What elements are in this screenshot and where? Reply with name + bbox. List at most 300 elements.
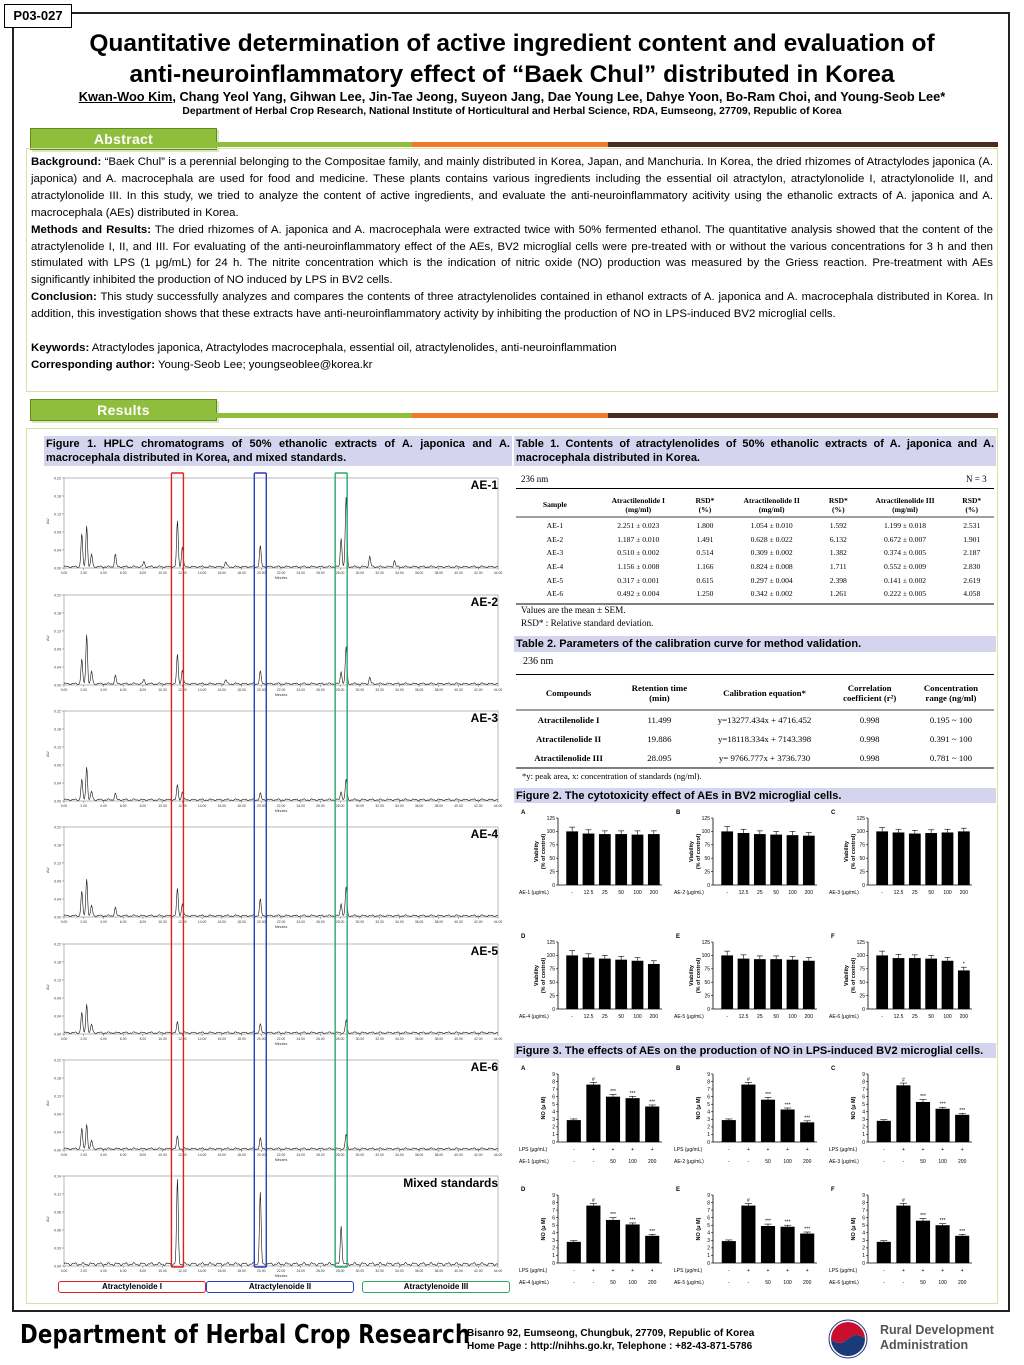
bar	[893, 832, 905, 885]
significance-mark: #	[902, 1077, 905, 1084]
panel-letter: F	[831, 934, 835, 940]
x-tick-label: 32.00	[375, 804, 384, 808]
lps-tick-label: +	[766, 1147, 770, 1153]
x-tick-label: 38.00	[434, 1153, 444, 1157]
table1	[516, 490, 994, 601]
methods-text: The dried rhizomes of A. japonica and A. macrocephala were extracted twice with 50% fermented ethanol. The quantitative analysis showed that the content of the atractylenolide I, II, and III. For evaluating of the anti-neuroinflammatory effect of the AEs, BV2 microglial cells were pre-treated with or without the various concentrations for 3 h and then stimulated with LPS (1 μg/mL) for 24 h. The nitrite concentration which is the indication of nitric oxide (NO) production was measured by the Griess reaction. Pre-treatment with AEs significantly inhibited the production of NO induced by LPS in BV2 cells.	[31, 223, 993, 287]
significance-mark: ***	[629, 1217, 636, 1224]
x-tick-label: -	[882, 1159, 885, 1165]
header-line: (%)	[698, 504, 712, 514]
x-tick-label: 6.00	[119, 1269, 127, 1273]
bar	[803, 836, 815, 885]
y-tick-label: 100	[701, 953, 710, 960]
chromatogram-4	[44, 938, 512, 1054]
y-axis-label: Viability	[689, 965, 695, 986]
x-tick-label: 44.00	[493, 1269, 503, 1273]
org-line-2: Administration	[880, 1338, 969, 1352]
y-tick-label: 0.00	[54, 1264, 61, 1269]
bar-panel-E	[673, 930, 823, 1042]
bar	[761, 1226, 775, 1263]
x-tick-label: -	[902, 1159, 905, 1165]
y-tick-label: 0.22	[54, 1058, 61, 1063]
figure2-caption: Figure 2. The cytotoxicity effect of AEs in BV2 microglial cells.	[514, 788, 996, 803]
x-axis-label: AE-3 (μg/mL)	[829, 1159, 859, 1165]
header-line: (mg/ml)	[625, 504, 652, 514]
x-axis-label: Minutes	[274, 1158, 288, 1162]
bar	[738, 959, 750, 1009]
table-cell: AE-4	[546, 562, 564, 572]
table-row	[516, 533, 994, 547]
y-tick-label: 25	[549, 993, 555, 1000]
x-tick-label: 4.00	[100, 1037, 107, 1041]
x-tick-label: 200	[648, 1280, 657, 1286]
lps-row-label: LPS (μg/mL)	[674, 1268, 703, 1274]
header-cell	[831, 676, 907, 710]
x-tick-label: 10.00	[158, 804, 167, 808]
x-tick-label: 50	[928, 1014, 934, 1020]
x-tick-label: 28.00	[335, 1153, 345, 1157]
poster-id: P03-027	[4, 4, 72, 28]
y-tick-label: 125	[856, 939, 865, 946]
x-tick-label: 40.00	[454, 1153, 463, 1157]
footer-organization	[880, 1323, 994, 1353]
x-tick-label: 10.00	[158, 1037, 167, 1041]
significance-mark: ***	[784, 1219, 791, 1226]
x-tick-label: 38.00	[434, 1269, 444, 1273]
x-tick-label: 28.00	[335, 804, 345, 808]
significance-mark: ***	[610, 1212, 616, 1219]
x-tick-label: 14.00	[197, 571, 207, 575]
x-tick-label: 2.00	[80, 804, 88, 808]
bar	[615, 834, 627, 885]
header-cell	[698, 676, 832, 710]
y-tick-label: 9	[707, 1071, 710, 1078]
y-axis-label: NO (μ M)	[696, 1217, 702, 1241]
plot-area	[64, 711, 498, 801]
x-tick-label: 30.00	[355, 688, 365, 692]
y-tick-label: 25	[859, 993, 865, 1000]
header-cell	[516, 490, 594, 519]
table-cell: 1.592	[829, 521, 847, 531]
panel-letter: E	[676, 1187, 681, 1193]
y-tick-label: 0.09	[54, 763, 61, 768]
x-tick-label: 38.00	[434, 571, 444, 575]
y-axis-label: NO (μ M)	[851, 1217, 857, 1241]
x-tick-label: 100	[788, 890, 797, 896]
legend-item-atractylenolide-3: Atractylenoide III	[362, 1281, 510, 1293]
table-cell: 2.398	[829, 575, 847, 585]
table-cell: 0.317 ± 0.001	[617, 575, 660, 585]
x-tick-label: 26.00	[316, 804, 325, 808]
x-tick-label: 38.00	[434, 920, 444, 924]
y-tick-label: 4	[552, 1109, 555, 1116]
x-tick-label: 20.00	[257, 920, 266, 924]
title-line-2: anti-neuroinflammatory effect of “Baek Chul” distributed in Korea	[129, 61, 895, 88]
y-tick-label: 0.09	[54, 530, 61, 535]
table-cell: 1.250	[696, 589, 714, 599]
y-tick-label: 25	[549, 869, 555, 876]
y-axis-label: Viability	[844, 841, 850, 862]
y-tick-label: 0	[552, 1006, 555, 1013]
x-tick-label: 200	[804, 890, 814, 896]
y-tick-label: 125	[546, 815, 555, 822]
bar	[741, 1085, 755, 1142]
x-tick-label: -	[726, 1014, 729, 1020]
stripe-green	[216, 142, 412, 147]
y-tick-label: 0	[707, 1260, 710, 1267]
y-tick-label: 75	[549, 966, 555, 973]
y-tick-label: 2	[552, 1124, 555, 1131]
table-cell: 1.491	[696, 534, 714, 544]
y-tick-label: 8	[862, 1200, 865, 1207]
table-cell: 0.672 ± 0.007	[883, 534, 927, 544]
y-tick-label: 0	[552, 1260, 555, 1267]
table-cell: 1.166	[696, 562, 714, 572]
y-tick-label: 2	[862, 1245, 865, 1252]
x-tick-label: 2.00	[80, 1037, 88, 1041]
x-tick-label: 16.00	[217, 1269, 227, 1273]
y-axis-label: AU	[45, 751, 50, 757]
x-tick-label: 200	[958, 1159, 967, 1165]
bar	[893, 958, 905, 1009]
x-tick-label: 100	[633, 890, 642, 896]
x-tick-label: 32.00	[375, 1037, 384, 1041]
y-tick-label: 3	[707, 1238, 710, 1245]
x-tick-label: 18.00	[237, 1269, 246, 1273]
table-cell: y=13277.434x + 4716.452	[717, 714, 812, 725]
bar	[925, 959, 937, 1009]
y-tick-label: 0.00	[54, 566, 61, 571]
bar	[632, 961, 644, 1009]
x-tick-label: 100	[633, 1014, 642, 1020]
x-axis-label: AE-1 (μg/mL)	[519, 1159, 549, 1165]
y-tick-label: 8	[552, 1200, 555, 1207]
bar	[632, 835, 644, 885]
lps-tick-label: +	[901, 1147, 905, 1153]
y-tick-label: 0.18	[54, 494, 61, 499]
x-tick-label: 8.00	[139, 1153, 147, 1157]
y-axis-label-unit: (% of control)	[851, 957, 857, 994]
header-cell	[949, 490, 994, 519]
x-tick-label: 14.00	[197, 804, 207, 808]
y-tick-label: 0	[862, 1006, 865, 1013]
lps-row-label: LPS (μg/mL)	[519, 1268, 548, 1274]
chromatogram-3	[44, 821, 512, 937]
y-tick-label: 25	[704, 869, 710, 876]
panel-letter: C	[831, 1066, 836, 1072]
header-line: Calibration equation*	[723, 688, 806, 698]
corresponding-text: Young-Seob Lee; youngseoblee@korea.kr	[155, 358, 373, 371]
lps-tick-label: +	[805, 1147, 809, 1153]
lps-tick-label: -	[882, 1147, 885, 1153]
significance-mark: ***	[629, 1090, 636, 1097]
table-cell: 0.342 ± 0.002	[750, 589, 793, 599]
x-tick-label: 10.00	[158, 1153, 167, 1157]
table1-note-1: Values are the mean ± SEM.	[521, 605, 626, 615]
y-tick-label: 7	[707, 1207, 710, 1214]
lps-tick-label: -	[882, 1268, 885, 1274]
table-cell: 19.886	[647, 733, 672, 744]
lps-tick-label: +	[960, 1268, 964, 1274]
footer-address: Bisanro 92, Eumseong, Chungbuk, 27709, Republic of Korea	[467, 1328, 755, 1339]
header-line: RSD*	[962, 495, 982, 505]
x-tick-label: 24.00	[296, 1037, 305, 1041]
first-author: Kwan-Woo Kim	[78, 89, 173, 104]
x-tick-label: -	[571, 890, 574, 896]
header-cell	[861, 490, 950, 519]
y-tick-label: 9	[862, 1071, 865, 1078]
x-tick-label: 4.00	[100, 571, 107, 575]
table-cell: AE-3	[546, 548, 564, 558]
x-tick-label: -	[881, 1014, 884, 1020]
significance-mark: #	[592, 1197, 595, 1204]
x-tick-label: 34.00	[395, 571, 404, 575]
x-tick-label: 100	[783, 1280, 792, 1286]
x-tick-label: 6.00	[119, 688, 127, 692]
table-cell: Atractilenolide I	[537, 714, 600, 725]
x-tick-label: 200	[959, 1014, 969, 1020]
lps-tick-label: +	[960, 1147, 964, 1153]
x-tick-label: 25	[602, 890, 608, 896]
x-tick-label: 10.00	[158, 688, 167, 692]
table-cell: AE-2	[546, 534, 564, 544]
table-cell: 0.552 ± 0.009	[883, 562, 927, 572]
x-tick-label: 34.00	[395, 1153, 404, 1157]
bar	[721, 831, 733, 885]
x-tick-label: 22.00	[276, 804, 286, 808]
x-tick-label: 16.00	[217, 688, 227, 692]
x-tick-label: 20.00	[257, 1153, 266, 1157]
header-line: Retention time	[631, 683, 688, 693]
header-line: Atractilenolide III	[875, 495, 935, 505]
lps-tick-label: -	[572, 1147, 575, 1153]
x-tick-label: 12.00	[178, 1037, 187, 1041]
y-tick-label: 5	[552, 1223, 555, 1230]
y-tick-label: 7	[707, 1086, 710, 1093]
x-axis-label: Minutes	[274, 809, 288, 813]
plot-area	[64, 827, 498, 917]
y-tick-label: 50	[859, 856, 865, 862]
x-axis-label: AE-6 (μg/mL)	[829, 1014, 859, 1020]
table-row	[516, 587, 994, 601]
x-tick-label: 200	[803, 1159, 812, 1165]
footer-contact: Home Page : http://nihhs.go.kr, Telephone : +82-43-871-5786	[467, 1341, 753, 1352]
y-axis-label-unit: (% of control)	[541, 833, 547, 870]
x-tick-label: 44.00	[493, 1037, 503, 1041]
x-tick-label: 12.00	[178, 1153, 187, 1157]
x-tick-label: 14.00	[197, 1037, 207, 1041]
y-tick-label: 125	[856, 815, 865, 822]
y-tick-label: 100	[546, 953, 555, 960]
x-tick-label: 10.00	[158, 920, 167, 924]
x-tick-label: 0.00	[60, 920, 68, 924]
keywords-text: Atractylodes japonica, Atractylodes macrocephala, essential oil, atractylenolides, anti-neuroinflammation	[89, 342, 617, 355]
x-tick-label: 44.00	[493, 804, 503, 808]
y-tick-label: 3	[707, 1117, 710, 1124]
y-tick-label: 75	[549, 842, 555, 849]
y-tick-label: 25	[704, 993, 710, 1000]
x-tick-label: -	[747, 1159, 750, 1165]
x-tick-label: 22.00	[276, 1037, 286, 1041]
x-tick-label: 18.00	[237, 804, 246, 808]
x-tick-label: 16.00	[217, 1037, 227, 1041]
y-tick-label: 1	[552, 1253, 555, 1260]
x-axis-label: Minutes	[274, 1274, 288, 1278]
lps-tick-label: +	[766, 1268, 770, 1274]
bar	[567, 1242, 581, 1263]
x-tick-label: 44.00	[493, 1153, 503, 1157]
table-cell: 0.195 ~ 100	[929, 714, 973, 725]
y-tick-label: 0.13	[54, 978, 61, 983]
bar	[936, 1225, 950, 1263]
bar	[800, 1122, 814, 1142]
y-tick-label: 0.18	[54, 611, 61, 616]
x-tick-label: 40.00	[454, 804, 463, 808]
lps-row-label: LPS (μg/mL)	[674, 1147, 703, 1153]
bar	[583, 958, 595, 1009]
x-tick-label: 36.00	[414, 1153, 424, 1157]
stripe-green-2	[216, 413, 412, 418]
x-tick-label: 36.00	[414, 920, 424, 924]
y-tick-label: 0.04	[54, 897, 61, 902]
y-tick-label: 3	[552, 1238, 555, 1245]
chromatogram-2	[44, 705, 512, 821]
chromatogram-label: AE-4	[470, 827, 498, 841]
x-tick-label: 12.5	[583, 890, 594, 896]
y-tick-label: 1	[707, 1132, 710, 1139]
x-tick-label: 100	[783, 1159, 792, 1165]
x-tick-label: -	[726, 890, 729, 896]
x-tick-label: 16.00	[217, 1153, 227, 1157]
bar	[626, 1224, 640, 1263]
lps-tick-label: +	[805, 1268, 809, 1274]
x-tick-label: 18.00	[237, 571, 246, 575]
significance-mark: ***	[804, 1115, 811, 1122]
bar-panel-D	[518, 1183, 668, 1305]
lps-row-label: LPS (μg/mL)	[829, 1268, 858, 1274]
y-tick-label: 8	[707, 1200, 710, 1207]
y-tick-label: 4	[862, 1109, 865, 1116]
y-tick-label: 0.14	[54, 1174, 61, 1179]
lps-tick-label: -	[727, 1147, 730, 1153]
bar	[942, 832, 954, 885]
x-tick-label: 34.00	[395, 688, 404, 692]
lps-tick-label: +	[921, 1268, 925, 1274]
bar	[583, 834, 595, 885]
x-tick-label: 32.00	[375, 688, 384, 692]
y-tick-label: 125	[701, 939, 710, 946]
panel-letter: C	[831, 810, 836, 816]
x-tick-label: 50	[765, 1159, 771, 1165]
table-cell: 0.510 ± 0.002	[617, 548, 660, 558]
chromatogram-label: Mixed standards	[403, 1176, 498, 1190]
header-line: Compounds	[545, 688, 592, 698]
table-row	[516, 546, 994, 560]
x-tick-label: 12.00	[178, 920, 187, 924]
bar	[586, 1206, 600, 1263]
y-tick-label: 2	[707, 1124, 710, 1131]
x-tick-label: -	[882, 1280, 885, 1286]
bar	[936, 1109, 950, 1142]
y-tick-label: 100	[856, 953, 865, 960]
table-cell: 2.531	[963, 521, 981, 531]
y-tick-label: 9	[552, 1071, 555, 1078]
y-tick-label: 0.09	[54, 996, 61, 1001]
plot-area	[64, 1060, 498, 1150]
y-tick-label: 5	[707, 1102, 710, 1109]
lps-tick-label: +	[591, 1268, 595, 1274]
bar-panel-D	[518, 930, 668, 1042]
y-tick-label: 0.04	[54, 665, 61, 670]
x-tick-label: 26.00	[316, 688, 325, 692]
header-line: RSD*	[828, 495, 848, 505]
footer-contact-block	[467, 1327, 754, 1353]
table-cell: 2.619	[963, 575, 981, 585]
plot-area	[64, 595, 498, 685]
x-tick-label: 12.5	[893, 890, 904, 896]
y-tick-label: 0.22	[54, 709, 61, 714]
y-axis-label: AU	[45, 1100, 50, 1106]
x-tick-label: 38.00	[434, 804, 444, 808]
x-tick-label: 22.00	[276, 571, 286, 575]
y-tick-label: 3	[862, 1117, 865, 1124]
y-axis-label-unit: (% of control)	[696, 957, 702, 994]
x-tick-label: 12.5	[738, 1014, 749, 1020]
bar	[754, 959, 766, 1009]
y-tick-label: 8	[862, 1079, 865, 1086]
table-cell: 0.998	[859, 714, 880, 725]
significance-mark: ***	[920, 1094, 926, 1101]
y-tick-label: 5	[862, 1223, 865, 1230]
significance-mark: ***	[959, 1107, 966, 1114]
y-tick-label: 8	[707, 1079, 710, 1086]
significance-mark: ***	[939, 1101, 946, 1108]
x-axis-label: AE-4 (μg/mL)	[519, 1014, 549, 1020]
title-line-1: Quantitative determination of active ingredient content and evaluation of	[89, 30, 935, 57]
table-cell: 1.711	[829, 562, 847, 572]
x-tick-label: 6.00	[119, 571, 127, 575]
y-tick-label: 0.04	[54, 1130, 61, 1135]
x-tick-label: 12.5	[738, 890, 749, 896]
lps-tick-label: +	[786, 1147, 790, 1153]
x-axis-label: AE-2 (μg/mL)	[674, 1159, 704, 1165]
x-tick-label: 42.00	[474, 1037, 483, 1041]
y-axis-label: AU	[45, 984, 50, 990]
header-line: (%)	[965, 504, 979, 514]
bar-panel-C	[828, 1062, 978, 1184]
table-cell: 1.901	[963, 534, 981, 544]
y-axis-label-unit: (% of control)	[696, 833, 702, 870]
bar	[626, 1098, 640, 1142]
y-tick-label: 9	[862, 1192, 865, 1199]
x-tick-label: 44.00	[493, 920, 503, 924]
x-tick-label: -	[571, 1014, 574, 1020]
y-tick-label: 8	[552, 1079, 555, 1086]
y-tick-label: 0.13	[54, 512, 61, 517]
table-cell: 0.615	[696, 575, 714, 585]
bar	[648, 964, 660, 1009]
lps-tick-label: +	[631, 1268, 635, 1274]
table-cell: 0.514	[696, 548, 714, 558]
bar-panel-C	[828, 806, 978, 918]
x-tick-label: 22.00	[276, 1153, 286, 1157]
significance-mark: #	[747, 1076, 750, 1083]
x-axis-label: AE-4 (μg/mL)	[519, 1280, 549, 1286]
x-tick-label: 14.00	[197, 1269, 207, 1273]
bar	[599, 959, 611, 1009]
table-cell: 1.199 ± 0.018	[883, 521, 927, 531]
y-tick-label: 7	[862, 1086, 865, 1093]
